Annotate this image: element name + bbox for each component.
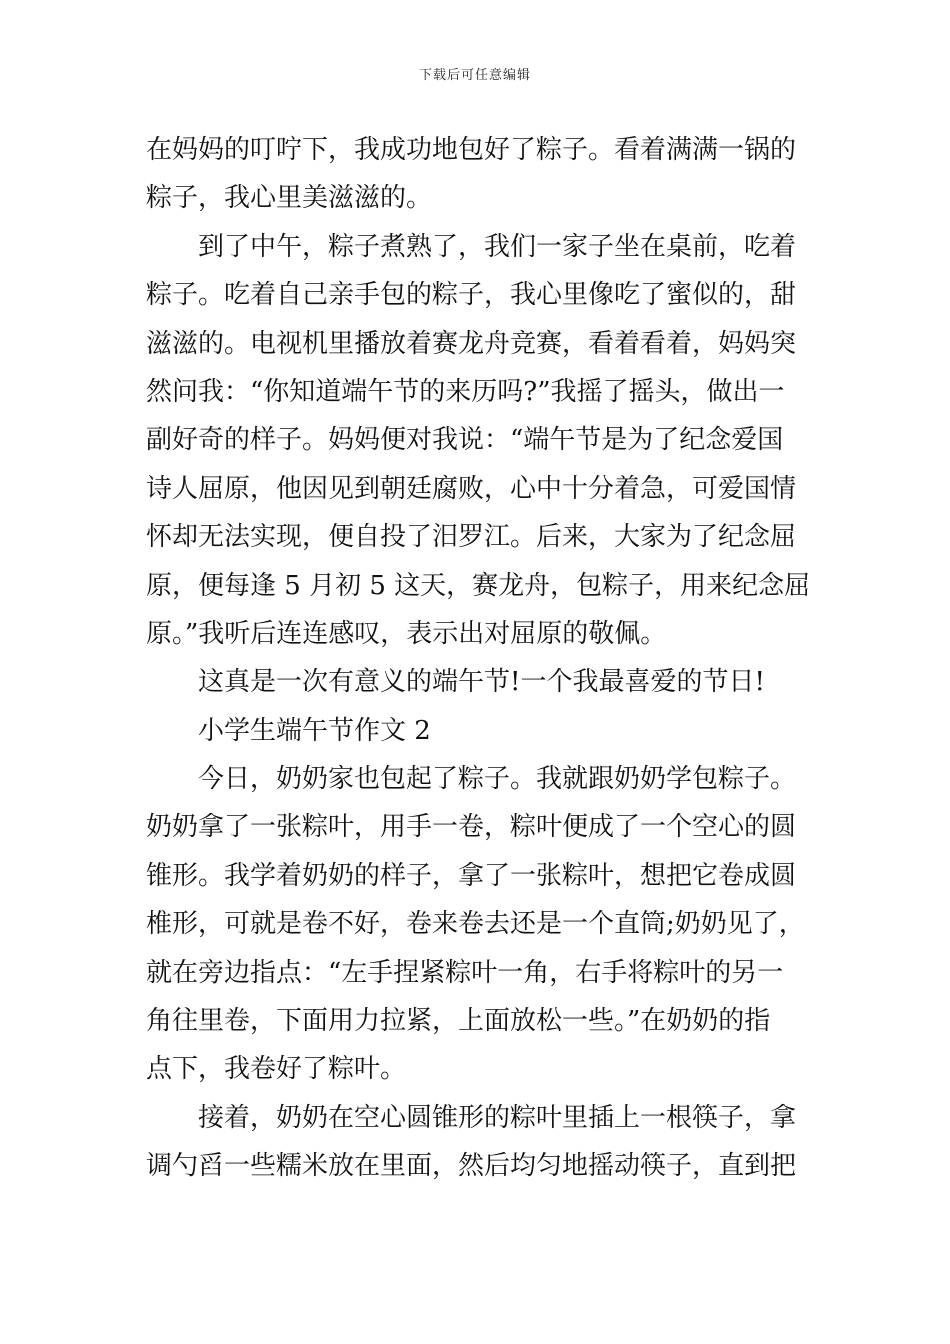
text-line: 椎形，可就是卷不好，卷来卷去还是一个直筒;奶奶见了，: [146, 909, 805, 940]
text-line: 原，便每逢 5 月初 5 这天，赛龙舟，包粽子，用来纪念屈: [146, 570, 811, 601]
text-line: 到了中午，粽子煮熟了，我们一家子坐在桌前，吃着: [198, 231, 797, 262]
text-line: 这真是一次有意义的端午节!一个我最喜爱的节日!: [198, 667, 765, 698]
text-line: 粽子。吃着自己亲手包的粽子，我心里像吃了蜜似的，甜: [146, 280, 797, 311]
text-line: 就在旁边指点：“左手捏紧粽叶一角，右手将粽叶的另一: [146, 957, 784, 988]
text-line: 原。”我听后连连感叹，表示出对屈原的敬佩。: [146, 618, 667, 649]
text-line: 滋滋的。电视机里播放着赛龙舟竞赛，看着看着，妈妈突: [146, 328, 797, 359]
text-line: 小学生端午节作文 2: [198, 715, 431, 746]
text-line: 角往里卷，下面用力拉紧，上面放松一些。”在奶奶的指: [146, 1006, 771, 1037]
document-body: [146, 126, 810, 1191]
text-line: 在妈妈的叮咛下，我成功地包好了粽子。看着满满一锅的: [146, 135, 797, 165]
text-line: 然问我：“你知道端午节的来历吗?”我摇了摇头，做出一: [146, 376, 785, 407]
text-line: 奶奶拿了一张粽叶，用手一卷，粽叶便成了一个空心的圆: [146, 812, 797, 843]
text-line: 点下，我卷好了粽叶。: [146, 1054, 407, 1085]
text-line: 副好奇的样子。妈妈便对我说：“端午节是为了纪念爱国: [146, 425, 784, 456]
text-line: 调勺舀一些糯米放在里面，然后均匀地摇动筷子，直到把: [146, 1151, 797, 1182]
text-line: 锥形。我学着奶奶的样子，拿了一张粽叶，想把它卷成圆: [146, 860, 797, 891]
page-header: 下载后可任意编辑: [418, 68, 531, 83]
text-line: 粽子，我心里美滋滋的。: [146, 183, 433, 214]
text-line: 今日，奶奶家也包起了粽子。我就跟奶奶学包粽子。: [198, 764, 797, 795]
text-line: 诗人屈原，他因见到朝廷腐败，心中十分着急，可爱国情: [146, 473, 797, 504]
text-line: 接着，奶奶在空心圆锥形的粽叶里插上一根筷子，拿: [198, 1102, 797, 1133]
text-line: 怀却无法实现，便自投了汨罗江。后来，大家为了纪念屈: [146, 522, 797, 553]
